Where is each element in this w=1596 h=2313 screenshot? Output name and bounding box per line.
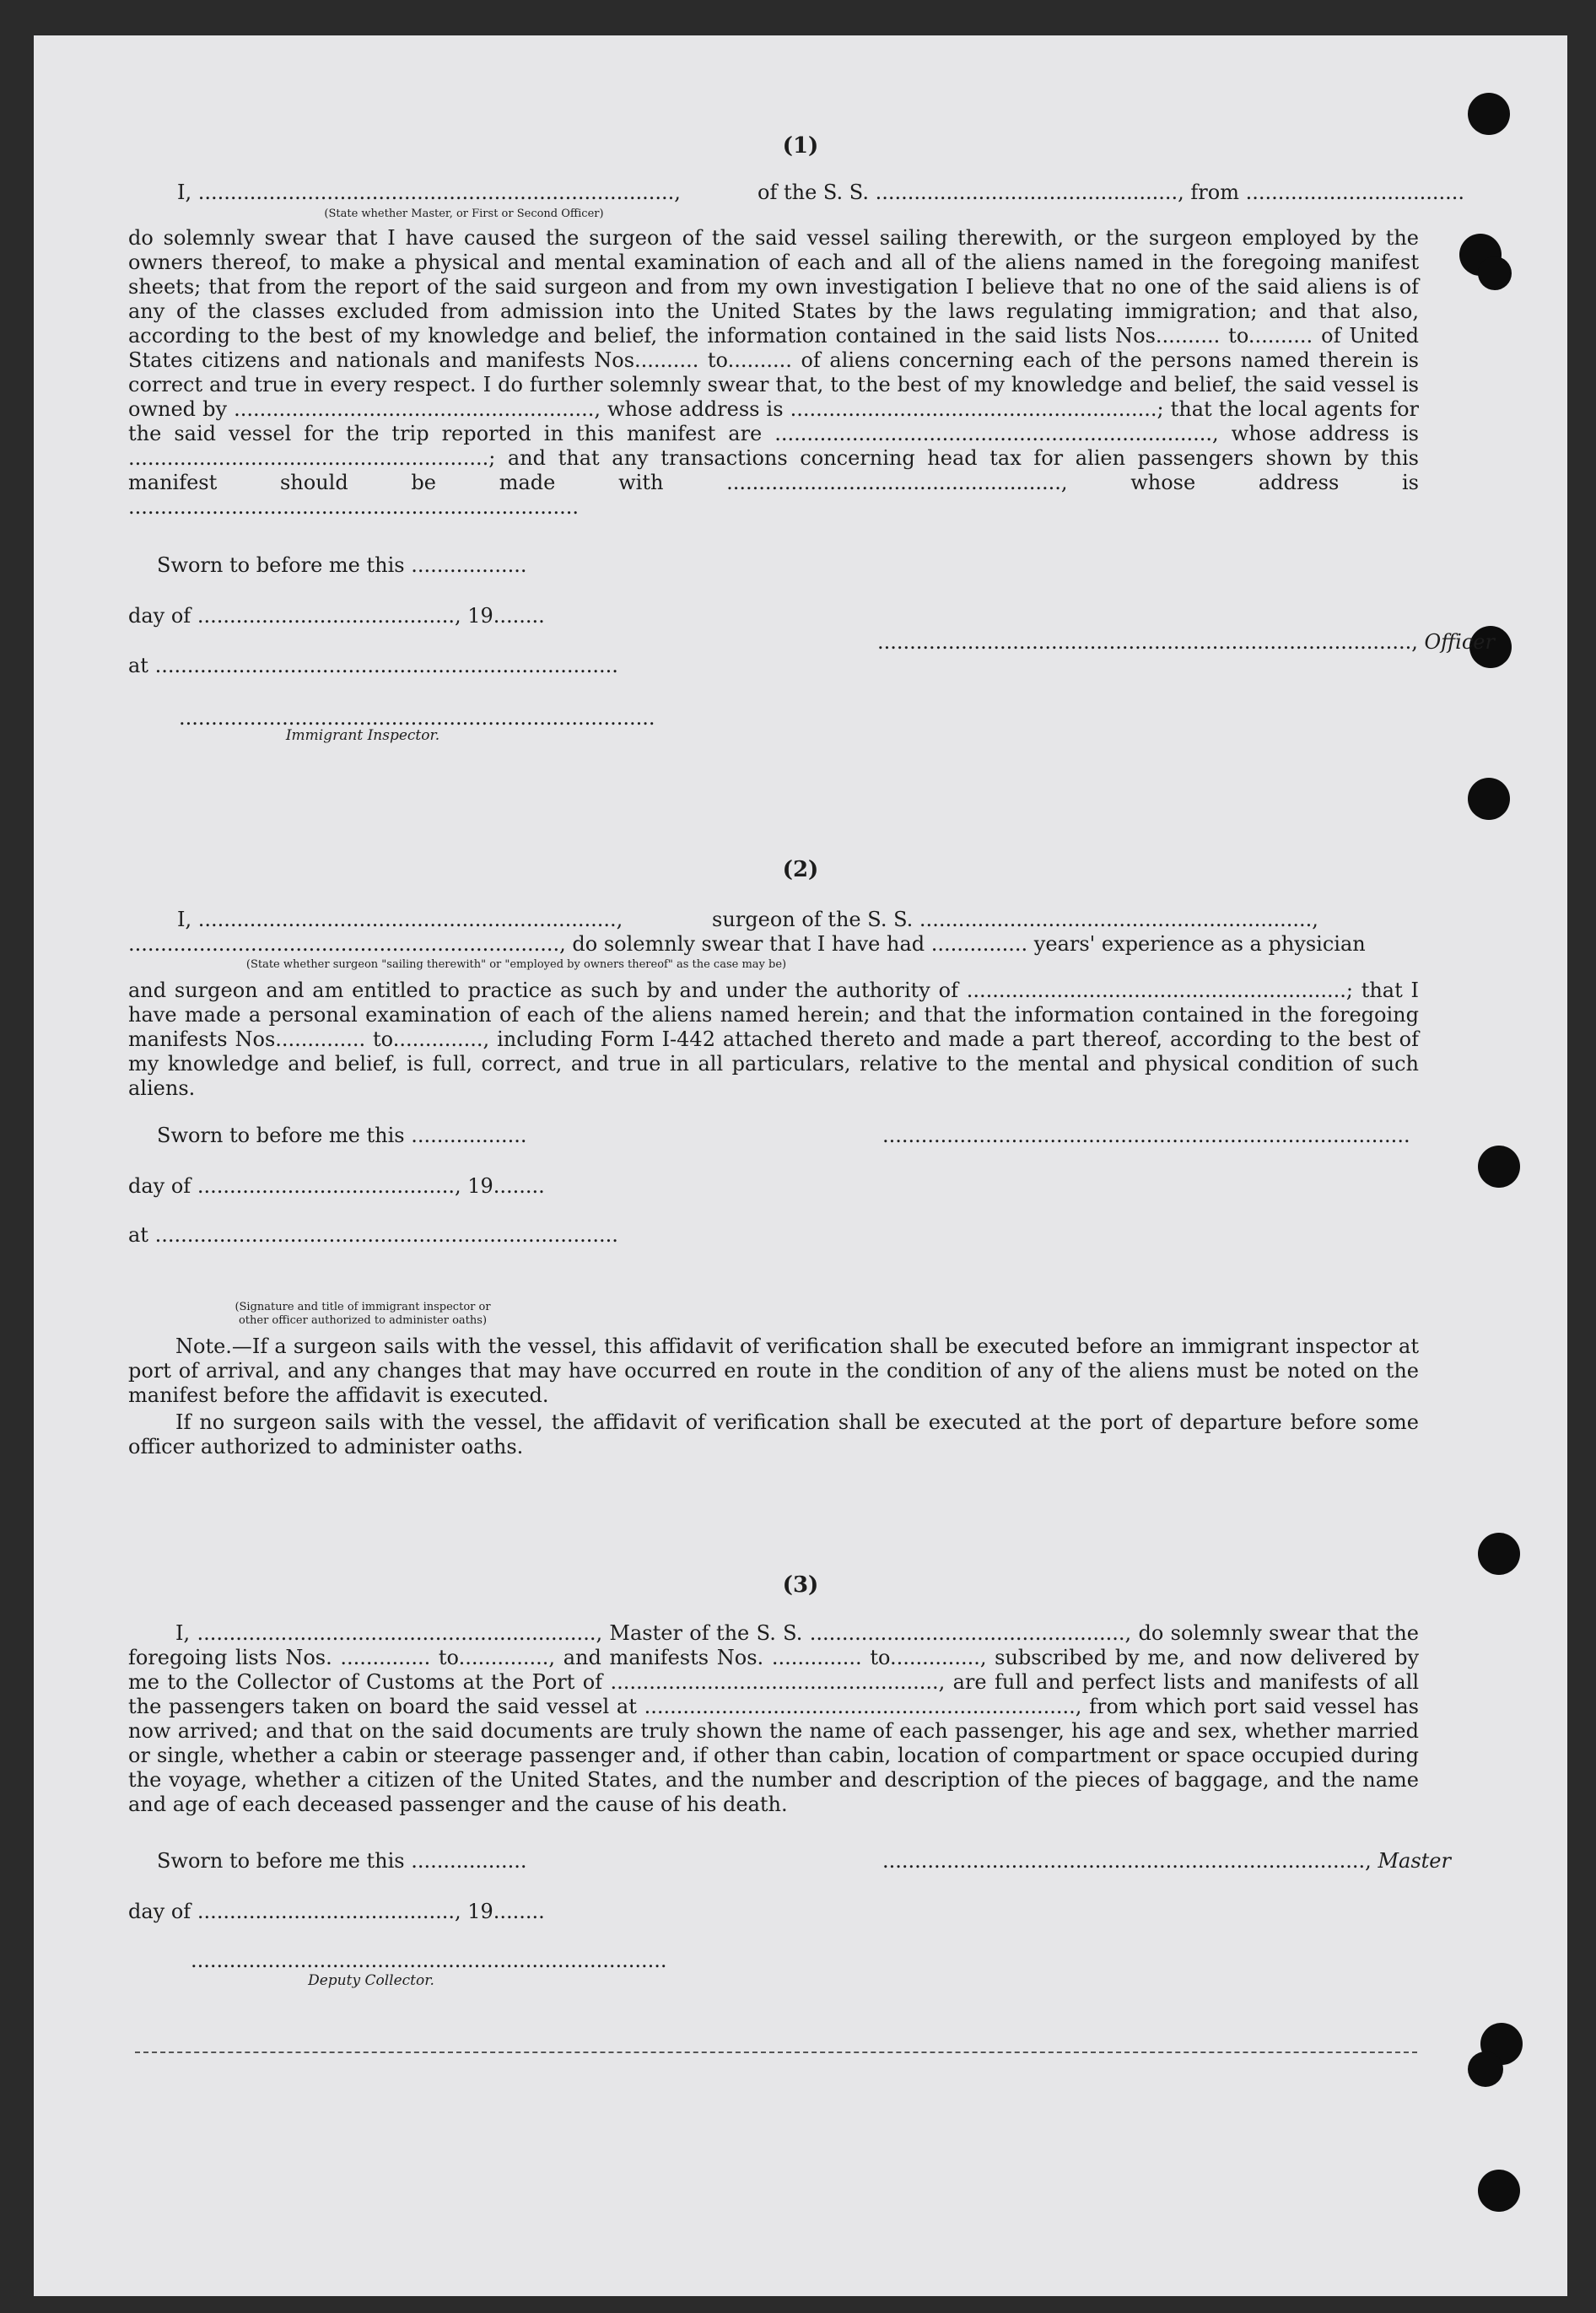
punch-hole-10	[1478, 2170, 1520, 2212]
section-1-officer-line: ..................................................................................., Officer	[877, 630, 1495, 654]
section-2-day-line: day of ........................................, 19........	[128, 1174, 545, 1198]
punch-hole-9	[1468, 2052, 1503, 2087]
section-3-collector-signature-line: ..........................................................................	[191, 1949, 667, 1972]
section-3-number: (3)	[782, 1572, 819, 1598]
punch-hole-7	[1478, 1533, 1520, 1575]
punch-hole-6	[1478, 1146, 1520, 1188]
section-2-note-no-surgeon: If no surgeon sails with the vessel, the affidavit of verification shall be executed at the port of departure before some officer authorized to administer oaths.	[128, 1410, 1419, 1458]
section-2-vessel-line: surgeon of the S. S. .............................................................,	[712, 908, 1318, 931]
section-1-vessel-line: of the S. S. ..............................................., from ..................................	[758, 181, 1464, 204]
punch-hole-5	[1468, 778, 1510, 820]
punch-hole-1	[1468, 93, 1510, 135]
section-1-sworn-line: Sworn to before me this ..................	[157, 553, 527, 577]
punch-hole-3	[1478, 256, 1512, 290]
section-2-note: Note.—If a surgeon sails with the vessel, this affidavit of verification shall be executed before an immigrant inspector at port of arrival, and any changes that may have occurred en route in the condition of any of the aliens must be noted on the manifest before the affidavit is executed.	[128, 1334, 1419, 1407]
section-2-signature-line: ..................................................................................	[882, 1124, 1410, 1147]
section-3-master-signature-line: ...........................................................................	[882, 1849, 1366, 1873]
section-1-officer-label: Officer	[1424, 630, 1495, 654]
section-3-master-line: ..........................................................................., Master	[882, 1849, 1451, 1873]
section-2-experience-line: ..................................................................., do solemnly swear that I have had ............... years' experience as a physician	[128, 932, 1366, 956]
section-2-at-line: at ........................................................................	[128, 1223, 618, 1247]
section-2-caption: (State whether surgeon "sailing therewith" or "employed by owners thereof" as the case may be)	[245, 958, 787, 971]
section-2-declarant-line: I, .................................................................,	[177, 908, 623, 931]
section-3-day-line: day of ........................................, 19........	[128, 1900, 545, 1923]
section-2-number: (2)	[782, 857, 819, 882]
section-1-declarant-line: I, ..........................................................................,	[177, 181, 681, 204]
section-2-oath-text: and surgeon and am entitled to practice as such by and under the authority of ...........................................................; that I have made a personal examination of each of the aliens named herein; and that the information contained in the foregoing manifests Nos.............. to.............., including Form I-442 attached thereto and made a part thereof, according to the best of my knowledge and belief, is full, correct, and true in all particulars, relative to the mental and physical condition of such aliens.	[128, 979, 1419, 1100]
section-3-sworn-line: Sworn to before me this ..................	[157, 1849, 527, 1873]
section-1-oath-text: do solemnly swear that I have caused the surgeon of the said vessel sailing therewith, or the surgeon employed by the owners thereof, to make a physical and mental examination of each and all of the aliens named in the foregoing manifest sheets; that from the report of the said surgeon and from my own investigation I believe that no one of the said aliens is of any of the classes excluded from admission into the United States by the laws regulating immigration; and that also, according to the best of my knowledge and belief, the information contained in the said lists Nos.......... to.......... of United States citizens and nationals and manifests Nos.......... to.......... of aliens concerning each of the persons named therein is correct and true in every respect. I do further solemnly swear that, to the best of my knowledge and belief, the said vessel is owned by ........................................................, whose address is .........................................................; that the local agents for the said vessel for the trip reported in this manifest are ...................................................................., whose address is ........................................................; and that any transactions concerning head tax for alien passengers shown by this manifest should be made with ...................................................., whose address is ......................................................................	[128, 226, 1419, 519]
section-1-at-line: at ........................................................................	[128, 654, 618, 677]
section-1-caption: (State whether Master, or First or Second Officer)	[324, 208, 604, 220]
section-2-signature-caption-2: other officer authorized to administer oaths)	[238, 1314, 488, 1327]
section-1-day-line: day of ........................................, 19........	[128, 604, 545, 628]
bottom-rule	[135, 2052, 1417, 2053]
section-1-inspector-signature-line: ..........................................................................	[179, 706, 655, 730]
manifest-back-page	[34, 35, 1567, 2296]
section-1-number: (1)	[782, 133, 819, 159]
section-2-sworn-line: Sworn to before me this ..................	[157, 1124, 527, 1147]
section-1-inspector-label: Immigrant Inspector.	[285, 727, 440, 744]
section-3-collector-label: Deputy Collector.	[308, 1972, 434, 1989]
section-1-officer-signature-line: ...................................................................................	[877, 630, 1412, 654]
section-3-master-label: Master	[1378, 1849, 1451, 1873]
section-3-oath-text: I, .............................................................., Master of the S. S. ................................................., do solemnly swear that the foregoing lists Nos. .............. to.............., and manifests Nos. .............. to.............., subscribed by me, and now delivered by me to the Collector of Customs at the Port of ..................................................., are full and perfect lists and manifests of all the passengers taken on board the said vessel at ..................................................................., from which port said vessel has now arrived; and that on the said documents are truly shown the name of each passenger, his age and sex, whether married or single, whether a cabin or steerage passenger and, if other than cabin, location of compartment or space occupied during the voyage, whether a citizen of the United States, and the number and description of the pieces of baggage, and the name and age of each deceased passenger and the cause of his death.	[128, 1621, 1419, 1816]
section-2-signature-caption-1: (Signature and title of immigrant inspector or	[235, 1301, 491, 1313]
